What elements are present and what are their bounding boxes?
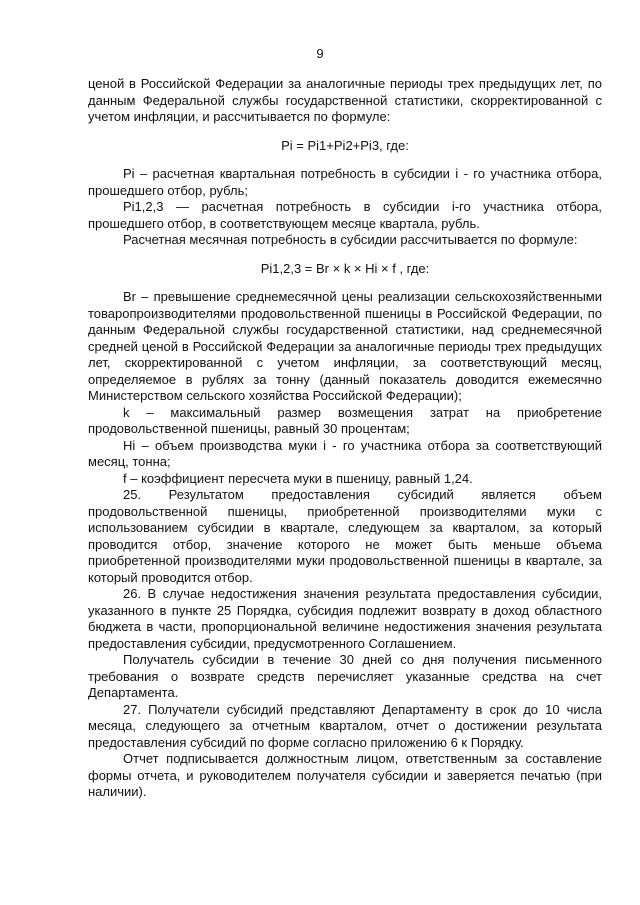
formula-quarterly: Pi = Pi1+Pi2+Pi3, где: (281, 137, 409, 153)
paragraph-pi123-definition: Pi1,2,3 — расчетная потребность в субсидии i-го участника отбора, прошедшего отбор, в соответствующем месяце квартала, рубль. (88, 199, 602, 231)
paragraph-26: 26. В случае недостижения значения результата предоставления субсидии, указанного в пункте 25 Порядка, субсидия подлежит возврату в доход областного бюджета в части, пропорциональной величине недостижения значения результата предоставления субсидии, предусмотренного Соглашением. (88, 586, 602, 651)
paragraph-monthly-intro: Расчетная месячная потребность в субсидии рассчитывается по формуле: (123, 232, 578, 247)
paragraph-f-definition: f – коэффициент пересчета муки в пшеницу, равный 1,24. (123, 470, 473, 486)
paragraph-br-definition: Br – превышение среднемесячной цены реализации сельскохозяйственными товаропроизводителями продовольственной пшеницы в Российской Федерации, по данным Федеральной службы государственной статистики, над среднемесячной средней ценой в Российской Федерации за аналогичные периоды трех предыдущих лет, скорректированной с учетом инфляции, за соответствующий месяц, определяемое в рублях за тонну (данный показатель доводится ежемесячно Министерством сельского хозяйства Российской Федерации); (88, 289, 602, 403)
document-body (88, 76, 602, 801)
paragraph-1: ценой в Российской Федерации за аналогичные периоды трех предыдущих лет, по данным Федеральной службы государственной статистики, скорректированной с учетом инфляции, и рассчитывается по формуле: (88, 76, 602, 124)
paragraph-25: 25. Результатом предоставления субсидий является объем продовольственной пшеницы, приобретенной производителями муки с использованием субсидии в квартале, следующем за кварталом, за который проводится отбор, значение которого не может быть меньше объема приобретенной производителями муки продовольственной пшеницы в квартале, за который проводится отбор. (88, 487, 602, 585)
paragraph-refund-term: Получатель субсидии в течение 30 дней со дня получения письменного требования о возврате средств перечисляет указанные средства на счет Департамента. (88, 652, 602, 700)
formula-monthly: Pi1,2,3 = Br × k × Hi × f , где: (260, 260, 430, 276)
paragraph-hi-definition: Hi – объем производства муки i - го участника отбора за соответствующий месяц, тонна; (88, 437, 602, 469)
paragraph-pi-definition: Pi – расчетная квартальная потребность в субсидии i - го участника отбора, прошедшего отбор, рубль; (88, 166, 602, 198)
paragraph-27: 27. Получатели субсидий представляют Департаменту в срок до 10 числа месяца, следующего за отчетным кварталом, отчет о достижении результата предоставления субсидий по форме согласно приложению 6 к Порядку. (88, 701, 602, 750)
page-number: 9 (316, 46, 324, 61)
paragraph-report-signing: Отчет подписывается должностным лицом, ответственным за составление формы отчета, и руководителем получателя субсидии и заверяется печатью (при наличии). (88, 751, 602, 799)
paragraph-k-definition: k – максимальный размер возмещения затрат на приобретение продовольственной пшеницы, равный 30 процентам; (88, 404, 602, 436)
